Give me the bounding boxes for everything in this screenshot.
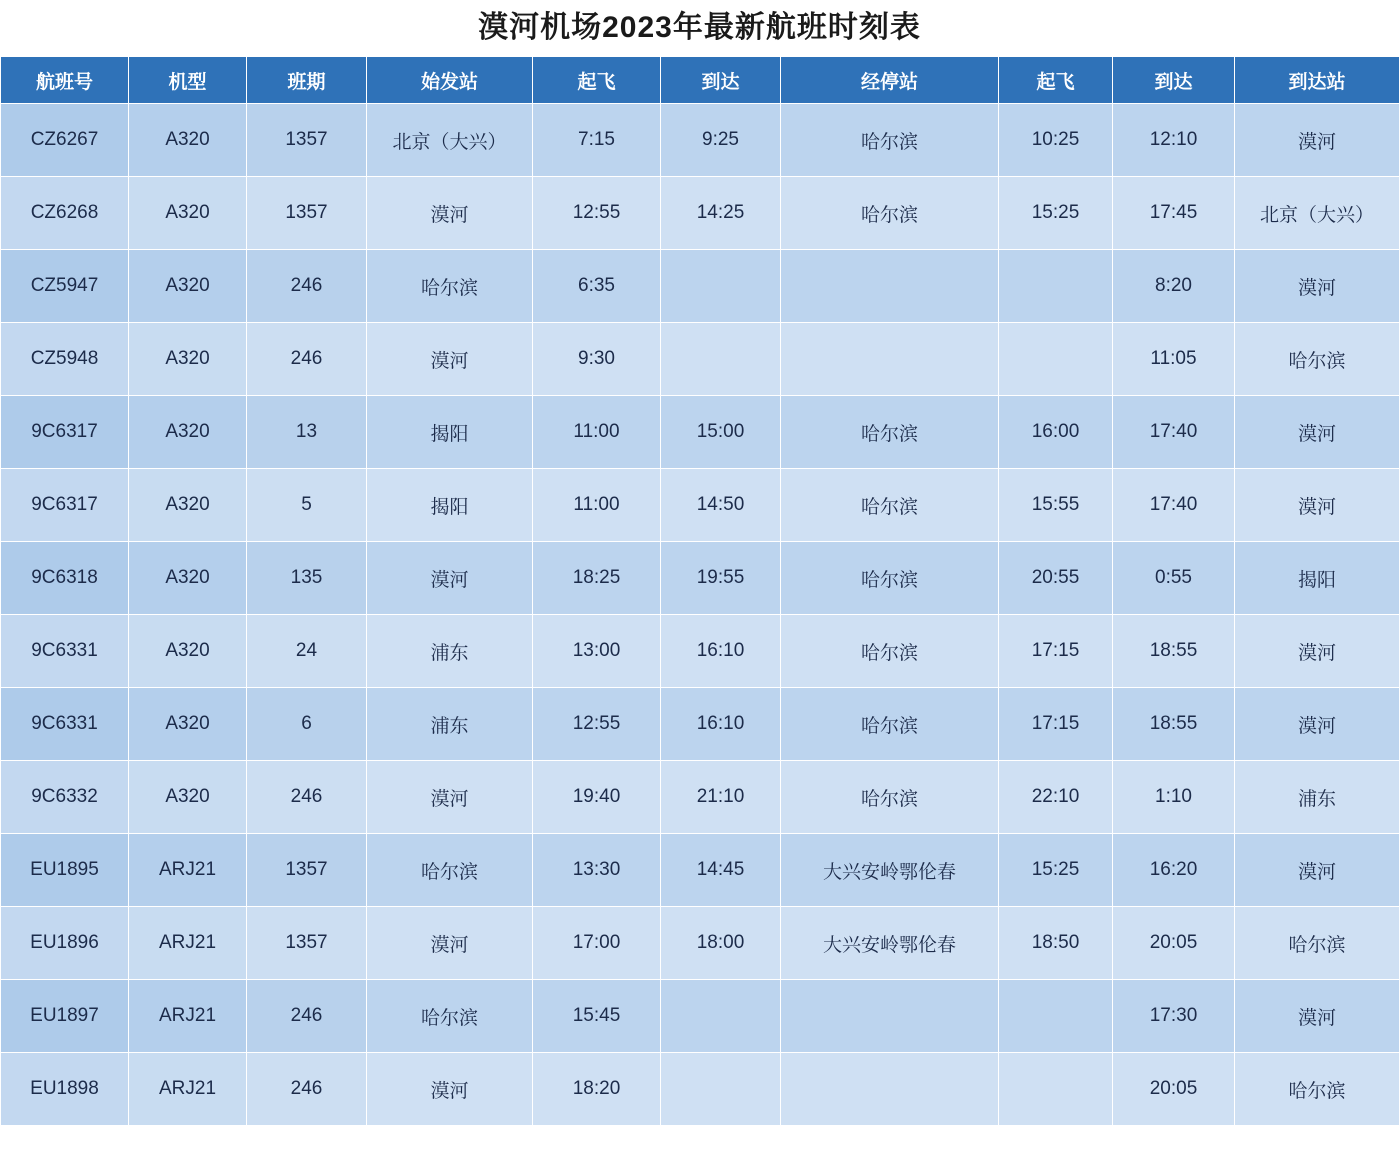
table-cell: 18:25	[533, 542, 661, 615]
table-cell: 12:55	[533, 177, 661, 250]
table-cell: EU1896	[1, 907, 129, 980]
table-cell	[661, 250, 781, 323]
table-row	[1, 323, 1399, 396]
table-body	[1, 104, 1399, 1126]
table-cell: 大兴安岭鄂伦春	[781, 907, 999, 980]
table-cell: 19:55	[661, 542, 781, 615]
table-cell: 14:25	[661, 177, 781, 250]
table-cell: 8:20	[1113, 250, 1235, 323]
table-cell: 哈尔滨	[781, 469, 999, 542]
table-cell: 9C6331	[1, 615, 129, 688]
table-cell: 17:40	[1113, 469, 1235, 542]
page-title: 漠河机场2023年最新航班时刻表	[478, 11, 921, 44]
table-cell: 哈尔滨	[781, 688, 999, 761]
table-cell: 漠河	[1235, 688, 1399, 761]
table-cell: 13:00	[533, 615, 661, 688]
table-cell	[999, 250, 1113, 323]
table-cell: 哈尔滨	[781, 615, 999, 688]
table-cell: 9C6332	[1, 761, 129, 834]
table-cell: 哈尔滨	[367, 980, 533, 1053]
table-cell: 6:35	[533, 250, 661, 323]
table-cell: 17:00	[533, 907, 661, 980]
table-cell: A320	[129, 396, 247, 469]
table-row	[1, 834, 1399, 907]
table-cell: 漠河	[367, 542, 533, 615]
table-cell: A320	[129, 615, 247, 688]
table-row	[1, 907, 1399, 980]
table-cell	[781, 980, 999, 1053]
table-cell: 9C6317	[1, 396, 129, 469]
table-row	[1, 177, 1399, 250]
table-cell: 246	[247, 761, 367, 834]
table-cell: 1357	[247, 907, 367, 980]
table-cell: 9:25	[661, 104, 781, 177]
table-cell: 揭阳	[367, 469, 533, 542]
table-cell: 9C6318	[1, 542, 129, 615]
table-row	[1, 688, 1399, 761]
table-cell: 17:45	[1113, 177, 1235, 250]
table-cell: EU1897	[1, 980, 129, 1053]
table-cell: ARJ21	[129, 834, 247, 907]
table-cell: 15:25	[999, 834, 1113, 907]
table-row	[1, 396, 1399, 469]
table-cell: 0:55	[1113, 542, 1235, 615]
table-cell: 15:00	[661, 396, 781, 469]
table-cell: A320	[129, 761, 247, 834]
table-cell: 246	[247, 980, 367, 1053]
table-cell: 揭阳	[1235, 542, 1399, 615]
table-cell: 20:05	[1113, 1053, 1235, 1126]
table-cell: CZ5947	[1, 250, 129, 323]
table-row	[1, 104, 1399, 177]
table-row	[1, 250, 1399, 323]
column-header-stopover: 经停站	[781, 57, 999, 104]
table-cell: 17:15	[999, 688, 1113, 761]
table-cell: 1357	[247, 177, 367, 250]
table-cell: 246	[247, 323, 367, 396]
table-cell: 20:55	[999, 542, 1113, 615]
table-row	[1, 980, 1399, 1053]
table-cell: 哈尔滨	[781, 542, 999, 615]
table-cell: A320	[129, 323, 247, 396]
table-cell: 哈尔滨	[781, 396, 999, 469]
table-cell: 浦东	[367, 615, 533, 688]
table-cell: 24	[247, 615, 367, 688]
table-cell: 13:30	[533, 834, 661, 907]
table-cell: 19:40	[533, 761, 661, 834]
table-cell	[999, 323, 1113, 396]
table-cell	[781, 1053, 999, 1126]
table-cell: 12:10	[1113, 104, 1235, 177]
table-cell: 5	[247, 469, 367, 542]
table-cell: 漠河	[367, 323, 533, 396]
table-cell: 22:10	[999, 761, 1113, 834]
column-header-aircraft-type: 机型	[129, 57, 247, 104]
table-cell: 12:55	[533, 688, 661, 761]
table-cell: 哈尔滨	[781, 104, 999, 177]
table-cell: 11:00	[533, 469, 661, 542]
column-header-origin: 始发站	[367, 57, 533, 104]
table-cell: 哈尔滨	[781, 177, 999, 250]
table-cell: 15:25	[999, 177, 1113, 250]
table-cell: 哈尔滨	[367, 834, 533, 907]
table-cell	[661, 980, 781, 1053]
table-cell: 9C6317	[1, 469, 129, 542]
table-cell: 6	[247, 688, 367, 761]
column-header-destination: 到达站	[1235, 57, 1399, 104]
table-row	[1, 542, 1399, 615]
table-cell: 9:30	[533, 323, 661, 396]
table-cell: 漠河	[1235, 834, 1399, 907]
table-cell: 北京（大兴）	[1235, 177, 1399, 250]
table-cell: 10:25	[999, 104, 1113, 177]
table-row	[1, 1053, 1399, 1126]
table-row	[1, 761, 1399, 834]
table-cell: 14:50	[661, 469, 781, 542]
table-cell: A320	[129, 104, 247, 177]
table-cell	[999, 980, 1113, 1053]
flight-timetable	[0, 56, 1399, 1126]
table-cell: 1:10	[1113, 761, 1235, 834]
table-cell: 1357	[247, 104, 367, 177]
table-cell: 北京（大兴）	[367, 104, 533, 177]
table-cell	[781, 250, 999, 323]
table-cell: 7:15	[533, 104, 661, 177]
table-cell: A320	[129, 177, 247, 250]
table-cell: 18:20	[533, 1053, 661, 1126]
table-cell: 135	[247, 542, 367, 615]
table-cell: 1357	[247, 834, 367, 907]
table-header-row	[1, 57, 1399, 104]
table-cell: 漠河	[367, 907, 533, 980]
table-cell: 哈尔滨	[367, 250, 533, 323]
table-cell: 漠河	[367, 761, 533, 834]
table-cell: A320	[129, 250, 247, 323]
table-row	[1, 469, 1399, 542]
table-cell: 16:20	[1113, 834, 1235, 907]
table-cell: 漠河	[1235, 980, 1399, 1053]
table-cell: 16:10	[661, 615, 781, 688]
table-cell	[661, 1053, 781, 1126]
table-cell: 17:40	[1113, 396, 1235, 469]
table-cell: A320	[129, 542, 247, 615]
table-cell	[661, 323, 781, 396]
table-cell: CZ6267	[1, 104, 129, 177]
table-cell: 17:15	[999, 615, 1113, 688]
table-cell: 11:05	[1113, 323, 1235, 396]
table-header	[1, 57, 1399, 104]
table-cell: ARJ21	[129, 1053, 247, 1126]
table-cell: 17:30	[1113, 980, 1235, 1053]
table-cell: A320	[129, 688, 247, 761]
table-cell: 13	[247, 396, 367, 469]
table-cell: ARJ21	[129, 980, 247, 1053]
column-header-flight-no: 航班号	[1, 57, 129, 104]
table-cell: 21:10	[661, 761, 781, 834]
table-cell: 18:55	[1113, 688, 1235, 761]
table-cell: 漠河	[1235, 104, 1399, 177]
table-cell: A320	[129, 469, 247, 542]
table-cell: 浦东	[367, 688, 533, 761]
table-cell: ARJ21	[129, 907, 247, 980]
table-cell: 246	[247, 1053, 367, 1126]
table-cell: 16:00	[999, 396, 1113, 469]
column-header-schedule: 班期	[247, 57, 367, 104]
table-cell: 246	[247, 250, 367, 323]
column-header-departure-2: 起飞	[999, 57, 1113, 104]
table-cell: 漠河	[1235, 469, 1399, 542]
table-cell: 哈尔滨	[781, 761, 999, 834]
table-cell: 18:00	[661, 907, 781, 980]
table-cell: 漠河	[367, 1053, 533, 1126]
table-row	[1, 615, 1399, 688]
table-cell	[999, 1053, 1113, 1126]
table-cell: 16:10	[661, 688, 781, 761]
table-cell: 漠河	[1235, 396, 1399, 469]
table-cell: 漠河	[1235, 250, 1399, 323]
table-cell: 18:55	[1113, 615, 1235, 688]
table-cell: 15:55	[999, 469, 1113, 542]
table-cell	[781, 323, 999, 396]
table-cell: 哈尔滨	[1235, 1053, 1399, 1126]
table-cell: 哈尔滨	[1235, 907, 1399, 980]
table-cell: 9C6331	[1, 688, 129, 761]
table-cell: 浦东	[1235, 761, 1399, 834]
table-cell: 15:45	[533, 980, 661, 1053]
table-cell: 大兴安岭鄂伦春	[781, 834, 999, 907]
table-cell: EU1895	[1, 834, 129, 907]
column-header-departure-1: 起飞	[533, 57, 661, 104]
table-cell: 哈尔滨	[1235, 323, 1399, 396]
table-cell: 揭阳	[367, 396, 533, 469]
table-cell: 18:50	[999, 907, 1113, 980]
table-cell: 漠河	[367, 177, 533, 250]
table-cell: 14:45	[661, 834, 781, 907]
table-cell: EU1898	[1, 1053, 129, 1126]
table-cell: 20:05	[1113, 907, 1235, 980]
table-cell: 11:00	[533, 396, 661, 469]
table-cell: CZ6268	[1, 177, 129, 250]
column-header-arrival-1: 到达	[661, 57, 781, 104]
table-cell: 漠河	[1235, 615, 1399, 688]
column-header-arrival-2: 到达	[1113, 57, 1235, 104]
table-cell: CZ5948	[1, 323, 129, 396]
